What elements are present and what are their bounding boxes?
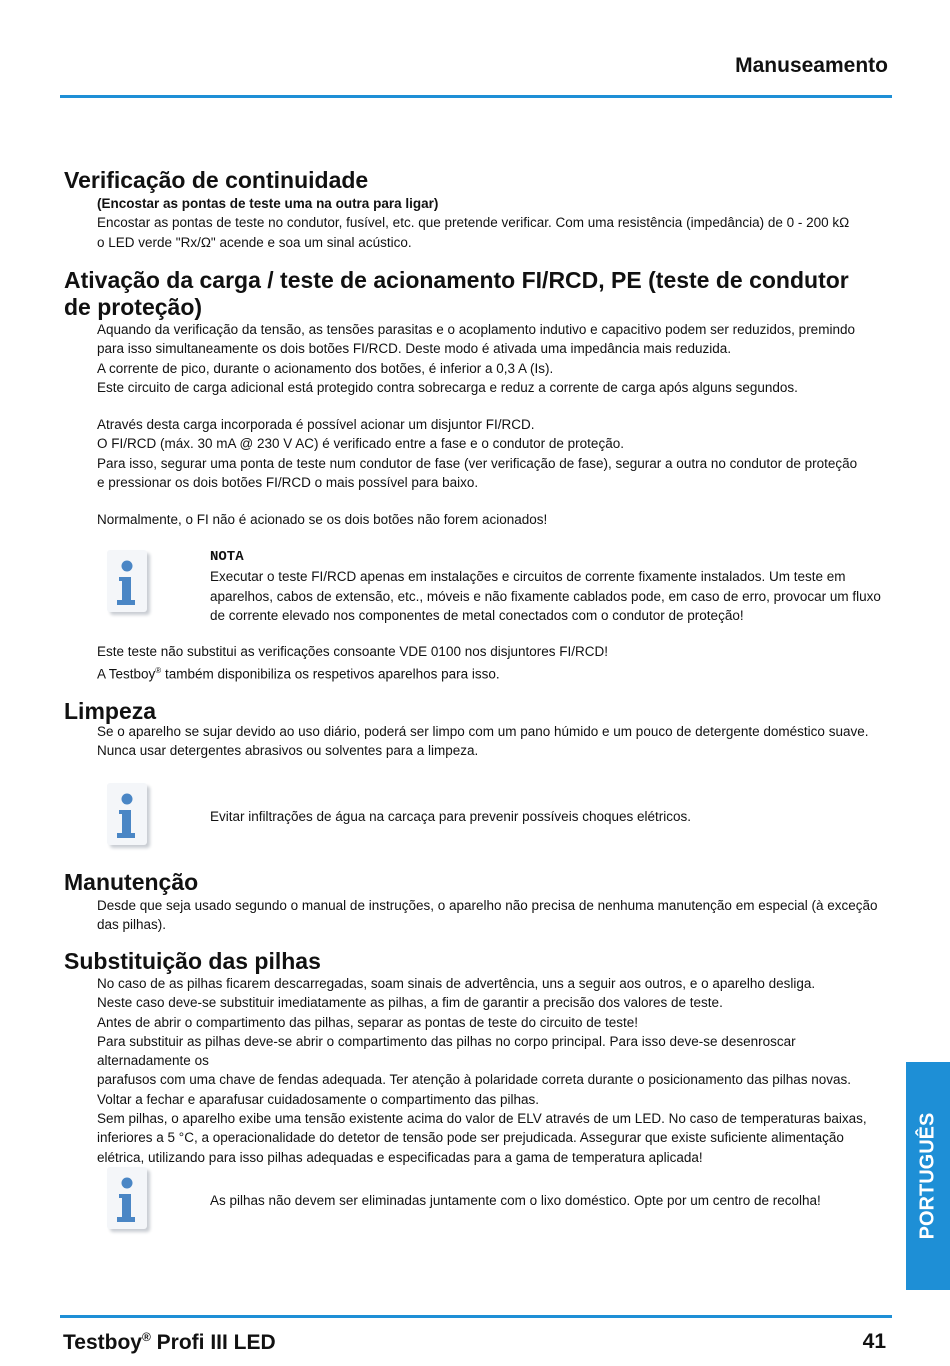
load-line: A corrente de pico, durante o acionamento dos botões, é inferior a 0,3 A (Is). [97,360,554,376]
continuity-subtitle: (Encostar as pontas de teste uma na outra para ligar) [97,196,439,211]
registered-mark: ® [155,666,162,676]
load-line: Normalmente, o FI não é acionado se os dois botões não forem acionados! [97,512,548,527]
note-line: Evitar infiltrações de água na carcaça para prevenir possíveis choques elétricos. [210,809,692,824]
load-line [97,661,887,684]
section-title-maintenance: Manutenção [64,869,199,895]
note-line: de corrente elevado nos componentes de metal conectados com o condutor de proteção! [210,607,744,623]
batteries-line: parafusos com uma chave de fendas adequada. Ter atenção à polaridade correta durante o posicionamento das pilhas novas. [97,1072,851,1088]
page-number: 41 [862,1330,886,1353]
load-line: O FI/RCD (máx. 30 mA @ 230 V AC) é verificado entre a fase e o condutor de proteção. [97,436,624,452]
footer-brand: Testboy [63,1331,142,1354]
maintenance-line: das pilhas). [97,917,167,933]
load-line: para isso simultaneamente os dois botões FI/RCD. Deste modo é ativada uma impedância mais reduzida. [97,341,732,357]
note-line: aparelhos, cabos de extensão, etc., móveis e não fixamente cablados pode, em caso de erro, provocar um fluxo [210,588,881,604]
section-body-load-3 [97,510,887,529]
footer-registered-mark: ® [141,1330,151,1344]
info-icon [107,783,147,845]
note-batteries [210,1191,890,1210]
info-icon [107,550,147,612]
load-line: Este teste não substitui as verificações consoante VDE 0100 nos disjuntores FI/RCD! [97,644,609,659]
batteries-line: Neste caso deve-se substituir imediatamente as pilhas, a fim de garantir a precisão dos valores de teste. [97,995,723,1011]
section-body-continuity [97,194,887,252]
page-header-title: Manuseamento [735,54,888,77]
note-line: As pilhas não devem ser eliminadas juntamente com o lixo doméstico. Opte por um centro de recolha! [210,1193,821,1208]
section-body-maintenance [97,896,887,935]
note-fi-rcd [210,548,890,625]
batteries-line: Para substituir as pilhas deve-se abrir o compartimento das pilhas no corpo principal. Para isso deve-se desenroscar alternadamente os [97,1033,796,1069]
footer-model: Profi III LED [150,1331,276,1354]
testboy-text: A Testboy [97,666,156,682]
cleaning-line: Nunca usar detergentes abrasivos ou solventes para a limpeza. [97,743,479,759]
load-line: Para isso, segurar uma ponta de teste num condutor de fase (ver verificação de fase), segurar a outra no condutor de proteção [97,455,858,471]
language-tab [906,1062,950,1290]
load-title-line1: Ativação da carga / teste de acionamento FI/RCD, PE (teste de condutor [64,267,849,293]
header-rule [60,95,892,98]
section-title-batteries: Substituição das pilhas [64,948,321,974]
section-title-continuity: Verificação de continuidade [64,167,369,193]
maintenance-line: Desde que seja usado segundo o manual de instruções, o aparelho não precisa de nenhuma manutenção em especial (à exceção [97,898,878,913]
continuity-line: Encostar as pontas de teste no condutor, fusível, etc. que pretende verificar. Com uma resistência (impedância) de 0 - 200 kΩ [97,215,850,231]
batteries-line: Antes de abrir o compartimento das pilhas, separar as pontas de teste do circuito de teste! [97,1014,639,1030]
note-line: Executar o teste FI/RCD apenas em instalações e circuitos de corrente fixamente instalados. Um teste em [210,569,846,585]
load-line: e pressionar os dois botões FI/RCD o mais possível para baixo. [97,474,479,490]
info-icon [107,1167,147,1229]
continuity-line: o LED verde "Rx/Ω" acende e soa um sinal acústico. [97,234,412,250]
section-title-load [64,267,849,321]
batteries-line: No caso de as pilhas ficarem descarregadas, soam sinais de advertência, uns a seguir aos outros, e o aparelho desliga. [97,976,816,991]
load-line: Através desta carga incorporada é possível acionar um disjuntor FI/RCD. [97,417,535,432]
batteries-line: Sem pilhas, o aparelho exibe uma tensão existente acima do valor de ELV através de um LED. No caso de temperaturas baixas, [97,1111,867,1127]
section-body-cleaning [97,722,887,761]
section-body-load [97,320,887,397]
load-title-line2: de proteção) [64,294,203,320]
section-title-cleaning: Limpeza [64,698,157,724]
cleaning-line: Se o aparelho se sujar devido ao uso diário, poderá ser limpo com um pano húmido e um pouco de detergente doméstico suave. [97,724,869,739]
language-tab-label: PORTUGUÊS [916,1112,939,1240]
footer-product [63,1330,276,1355]
batteries-line: elétrica, utilizando para isso pilhas adequadas e especificadas para a gama de temperatura aplicada! [97,1149,703,1165]
section-body-load-4 [97,642,887,684]
note-cleaning [210,807,890,826]
section-body-load-2 [97,415,887,492]
load-line: Aquando da verificação da tensão, as tensões parasitas e o acoplamento indutivo e capacitivo podem ser reduzidos, premindo [97,322,855,337]
batteries-line: Voltar a fechar e aparafusar cuidadosamente o compartimento das pilhas. [97,1091,540,1107]
note-title: NOTA [210,549,244,565]
section-body-batteries [97,974,887,1167]
load-line: Este circuito de carga adicional está protegido contra sobrecarga e reduz a corrente de carga após alguns segundos. [97,379,798,395]
footer-rule [60,1315,892,1318]
testboy-text-rest: também disponibiliza os respetivos aparelhos para isso. [161,666,500,682]
batteries-line: inferiores a 5 °C, a operacionalidade do detetor de tensão pode ser prejudicada. Assegurar que existe suficiente alimentação [97,1130,844,1146]
